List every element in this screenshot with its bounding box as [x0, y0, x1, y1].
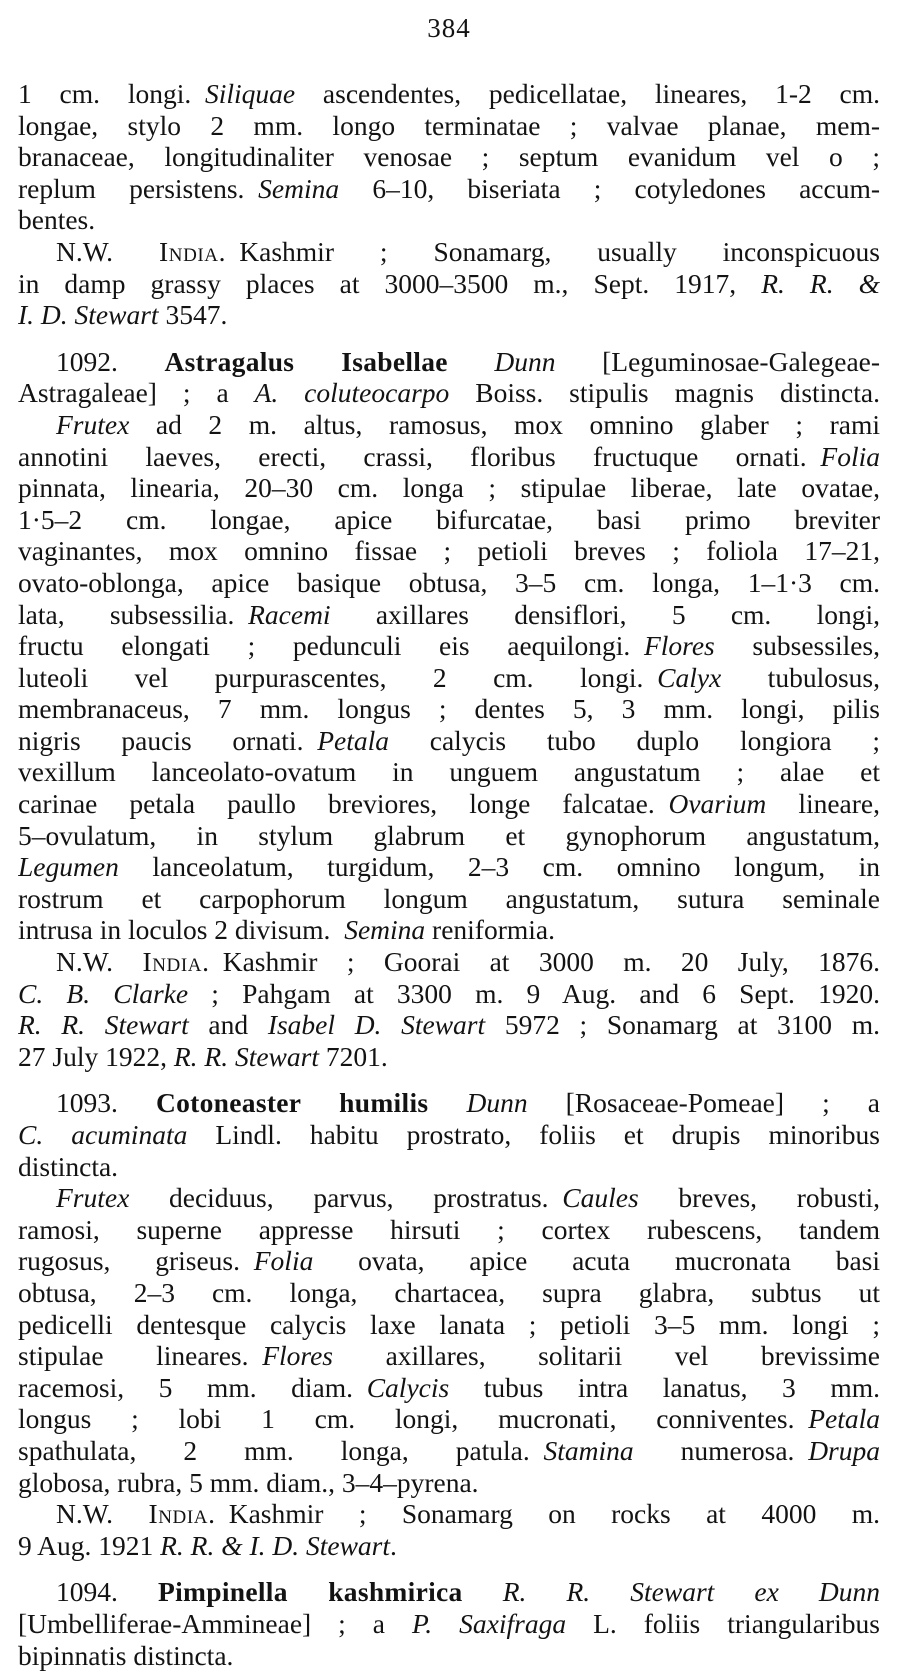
- text-segment: 6–10, biseriata ; cotyledones accum-: [339, 172, 880, 204]
- text-line: [18, 504, 880, 536]
- text-line: [18, 1309, 880, 1341]
- text-segment: 5972 ; Sonamarg at 3100 m.: [485, 1009, 880, 1041]
- text-line: [18, 1151, 880, 1183]
- text-segment: 1 cm. longi.: [18, 78, 205, 109]
- text-segment: .: [390, 1529, 397, 1561]
- text-line: [18, 535, 880, 567]
- text-line: [18, 299, 880, 331]
- text-segment: membranaceus, 7 mm. longus ; dentes 5, 3 mm. longi, pilis: [18, 693, 880, 725]
- region-smallcaps: India: [158, 235, 219, 267]
- text-segment: axillares, solitarii vel brevissime: [333, 1340, 880, 1372]
- text-line: [18, 1009, 880, 1041]
- text-segment: 5–ovulatum, in stylum glabrum et gynophorum angustatum,: [18, 819, 880, 851]
- text-segment: spathulata, 2 mm. longa, patula.: [18, 1434, 544, 1466]
- italic-text: Folia: [253, 1245, 314, 1277]
- text-segment: numerosa.: [633, 1434, 809, 1466]
- text-segment: tubulosus,: [721, 661, 880, 693]
- text-segment: [Umbelliferae-Ammineae] ; a: [18, 1607, 413, 1639]
- text-segment: 3547.: [158, 299, 228, 331]
- text-segment: ovato-oblonga, apice basique obtusa, 3–5 cm. longa, 1–1·3 cm.: [18, 566, 880, 598]
- text-segment: rugosus, griseus.: [18, 1245, 254, 1277]
- text-line: [18, 173, 880, 205]
- text-segment: lanceolatum, turgidum, 2–3 cm. omnino longum, in: [118, 851, 880, 883]
- text-segment: luteoli vel purpurascentes, 2 cm. longi.: [18, 661, 658, 693]
- italic-text: Stamina: [543, 1434, 634, 1466]
- text-segment: Boiss. stipulis magnis distincta.: [449, 377, 880, 409]
- text-segment: pedicelli dentesque calycis laxe lanata ; petioli 3–5 mm. longi ;: [18, 1308, 880, 1340]
- text-segment: vexillum lanceolato-ovatum in unguem angustatum ; alae et: [18, 756, 880, 788]
- text-segment: ramosi, superne appresse hirsuti ; cortex rubescens, tandem: [18, 1213, 880, 1245]
- text-line: [18, 1041, 880, 1073]
- text-segment: ovata, apice acuta mucronata basi: [313, 1245, 880, 1277]
- text-segment: Astragaleae] ; a: [18, 377, 255, 409]
- text-segment: axillares densiflori, 5 cm. longi,: [330, 598, 880, 630]
- text-segment: . Kashmir ; Sonamarg on rocks at 4000 m.: [208, 1498, 880, 1530]
- species-name: Pimpinella kashmirica: [157, 1576, 463, 1608]
- text-segment: [428, 1087, 466, 1118]
- italic-text: Caules: [562, 1182, 639, 1214]
- text-segment: lata, subsessilia.: [18, 598, 249, 630]
- text-line: [18, 110, 880, 142]
- text-line: [18, 1467, 880, 1499]
- text-segment: 9 Aug. 1921: [18, 1529, 161, 1561]
- italic-text: P. Saxifraga: [412, 1607, 567, 1639]
- text-line: [18, 441, 880, 473]
- text-line: [18, 78, 880, 110]
- italic-text: Semina: [258, 172, 340, 204]
- text-segment: ad 2 m. altus, ramosus, mox omnino glaber ; rami: [129, 408, 880, 440]
- text-line: [18, 268, 880, 300]
- text-segment: reniformia.: [425, 914, 555, 946]
- text-segment: intrusa in loculos 2 divisum.: [18, 914, 345, 946]
- text-line: [18, 1530, 880, 1562]
- text-line: [18, 1640, 880, 1672]
- page-body: [18, 78, 880, 1671]
- text-segment: subsessiles,: [714, 630, 880, 662]
- text-line: [18, 630, 880, 662]
- page-number: 384: [427, 13, 471, 43]
- text-line: [18, 851, 880, 883]
- text-line: [18, 978, 880, 1010]
- entry-1094-heading: [18, 1576, 880, 1608]
- text-line: [18, 662, 880, 694]
- text-line: [18, 725, 880, 757]
- text-line: [18, 756, 880, 788]
- text-line: [18, 472, 880, 504]
- text-line: [18, 204, 880, 236]
- text-segment: deciduus, parvus, prostratus.: [129, 1182, 563, 1214]
- text-line: [18, 567, 880, 599]
- italic-text: Flores: [643, 630, 715, 662]
- region-smallcaps: India: [142, 946, 203, 978]
- text-segment: racemosi, 5 mm. diam.: [18, 1371, 367, 1403]
- text-segment: obtusa, 2–3 cm. longa, chartacea, supra glabra, subtus ut: [18, 1276, 880, 1308]
- text-line: [18, 1340, 880, 1372]
- italic-text: Frutex: [56, 408, 130, 440]
- text-segment: L. foliis triangularibus: [566, 1607, 880, 1639]
- text-line: [18, 820, 880, 852]
- italic-text: C. acuminata: [18, 1119, 188, 1150]
- text-segment: and: [188, 1009, 268, 1041]
- text-segment: branaceae, longitudinaliter venosae ; septum evanidum vel o ;: [18, 141, 880, 173]
- italic-text: Folia: [820, 440, 880, 472]
- text-segment: ascendentes, pedicellatae, lineares, 1-2 cm.: [295, 78, 880, 109]
- italic-text: Drupa: [808, 1434, 880, 1466]
- text-line: [18, 1608, 880, 1640]
- text-segment: fructu elongati ; pedunculi eis aequilongi.: [18, 630, 644, 662]
- text-segment: 7201.: [318, 1040, 388, 1072]
- text-segment: nigris paucis ornati.: [18, 724, 318, 756]
- italic-text: R. R. Stewart: [18, 1009, 189, 1041]
- italic-text: A. coluteocarpo: [254, 377, 450, 409]
- species-name: Cotoneaster humilis: [155, 1087, 429, 1119]
- text-segment: [463, 1576, 503, 1607]
- italic-text: Dunn: [494, 345, 556, 377]
- text-segment: 1093.: [56, 1087, 156, 1119]
- text-segment: stipulae lineares.: [18, 1340, 263, 1372]
- italic-text: Calycis: [366, 1371, 450, 1403]
- italic-text: Petala: [808, 1403, 880, 1435]
- text-segment: rostrum et carpophorum longum angustatum, sutura seminale: [18, 882, 880, 914]
- italic-text: I. D. Stewart: [18, 299, 159, 331]
- text-segment: N.W.: [56, 1498, 149, 1530]
- text-line: [18, 1372, 880, 1404]
- species-name: Astragalus Isabellae: [164, 345, 448, 377]
- text-segment: calycis tubo duplo longiora ;: [389, 724, 880, 756]
- italic-text: Dunn: [466, 1087, 528, 1119]
- text-segment: bentes.: [18, 204, 96, 236]
- text-segment: longae, stylo 2 mm. longo terminatae ; valvae planae, mem-: [18, 109, 880, 141]
- text-segment: carinae petala paullo breviores, longe falcatae.: [18, 788, 669, 820]
- italic-text: Semina: [344, 914, 426, 946]
- text-segment: vaginantes, mox omnino fissae ; petioli breves ; foliola 17–21,: [18, 535, 880, 567]
- text-line: [18, 914, 880, 946]
- italic-text: Petala: [317, 724, 389, 756]
- text-line: [18, 1403, 880, 1435]
- text-line: [18, 1182, 880, 1214]
- italic-text: Racemi: [248, 598, 331, 630]
- entry-1092-heading: [18, 346, 880, 378]
- italic-text: Flores: [262, 1340, 334, 1372]
- italic-text: R. R. & I. D. Stewart: [160, 1529, 391, 1561]
- text-segment: 1·5–2 cm. longae, apice bifurcatae, basi primo breviter: [18, 503, 880, 535]
- text-line: [18, 409, 880, 441]
- text-line: [18, 1435, 880, 1467]
- text-line: [18, 1277, 880, 1309]
- italic-text: Calyx: [657, 661, 722, 693]
- text-segment: 1092.: [56, 345, 165, 377]
- text-segment: [Leguminosae-Galegeae-: [555, 345, 880, 377]
- text-line: [18, 1119, 880, 1151]
- text-line: [18, 1245, 880, 1277]
- text-segment: N.W.: [56, 946, 143, 978]
- text-segment: Lindl. habitu prostrato, foliis et drupis minoribus: [187, 1119, 880, 1150]
- italic-text: R. R. Stewart ex Dunn: [502, 1576, 880, 1608]
- text-segment: in damp grassy places at 3000–3500 m., Sept. 1917,: [18, 267, 762, 299]
- text-line: [18, 236, 880, 268]
- text-segment: . Kashmir ; Sonamarg, usually inconspicuous: [218, 235, 880, 267]
- italic-text: R. R. &: [761, 267, 880, 299]
- text-line: [18, 946, 880, 978]
- text-line: [18, 883, 880, 915]
- text-segment: distincta.: [18, 1150, 119, 1182]
- text-segment: [448, 346, 495, 377]
- text-segment: [Rosaceae-Pomeae] ; a: [527, 1087, 880, 1119]
- italic-text: Siliquae: [204, 78, 296, 109]
- text-segment: lineare,: [766, 788, 880, 820]
- italic-text: Ovarium: [668, 788, 767, 820]
- italic-text: Isabel D. Stewart: [267, 1009, 486, 1041]
- text-segment: longus ; lobi 1 cm. longi, mucronati, conniventes.: [18, 1403, 809, 1435]
- text-segment: ; Pahgam at 3300 m. 9 Aug. and 6 Sept. 1920.: [188, 977, 880, 1009]
- text-line: [18, 1214, 880, 1246]
- text-line: [18, 141, 880, 173]
- italic-text: Legumen: [18, 851, 119, 883]
- text-segment: 1094.: [56, 1576, 158, 1608]
- text-segment: bipinnatis distincta.: [18, 1639, 234, 1671]
- text-line: [18, 377, 880, 409]
- region-smallcaps: India: [148, 1498, 209, 1530]
- text-segment: pinnata, linearia, 20–30 cm. longa ; stipulae liberae, late ovatae,: [18, 472, 880, 504]
- text-line: [18, 1498, 880, 1530]
- text-segment: . Kashmir ; Goorai at 3000 m. 20 July, 1876.: [202, 946, 880, 978]
- text-segment: annotini laeves, erecti, crassi, floribus fructuque ornati.: [18, 440, 821, 472]
- italic-text: R. R. Stewart: [173, 1040, 319, 1072]
- entry-1093-heading: [18, 1087, 880, 1119]
- text-segment: tubus intra lanatus, 3 mm.: [449, 1371, 880, 1403]
- text-segment: globosa, rubra, 5 mm. diam., 3–4–pyrena.: [18, 1466, 479, 1498]
- text-segment: breves, robusti,: [638, 1182, 880, 1214]
- text-line: [18, 788, 880, 820]
- italic-text: Frutex: [56, 1182, 130, 1214]
- text-line: [18, 693, 880, 725]
- text-segment: replum persistens.: [18, 172, 259, 204]
- text-segment: N.W.: [56, 235, 159, 267]
- text-segment: 27 July 1922,: [18, 1040, 174, 1072]
- text-line: [18, 599, 880, 631]
- italic-text: C. B. Clarke: [18, 977, 189, 1009]
